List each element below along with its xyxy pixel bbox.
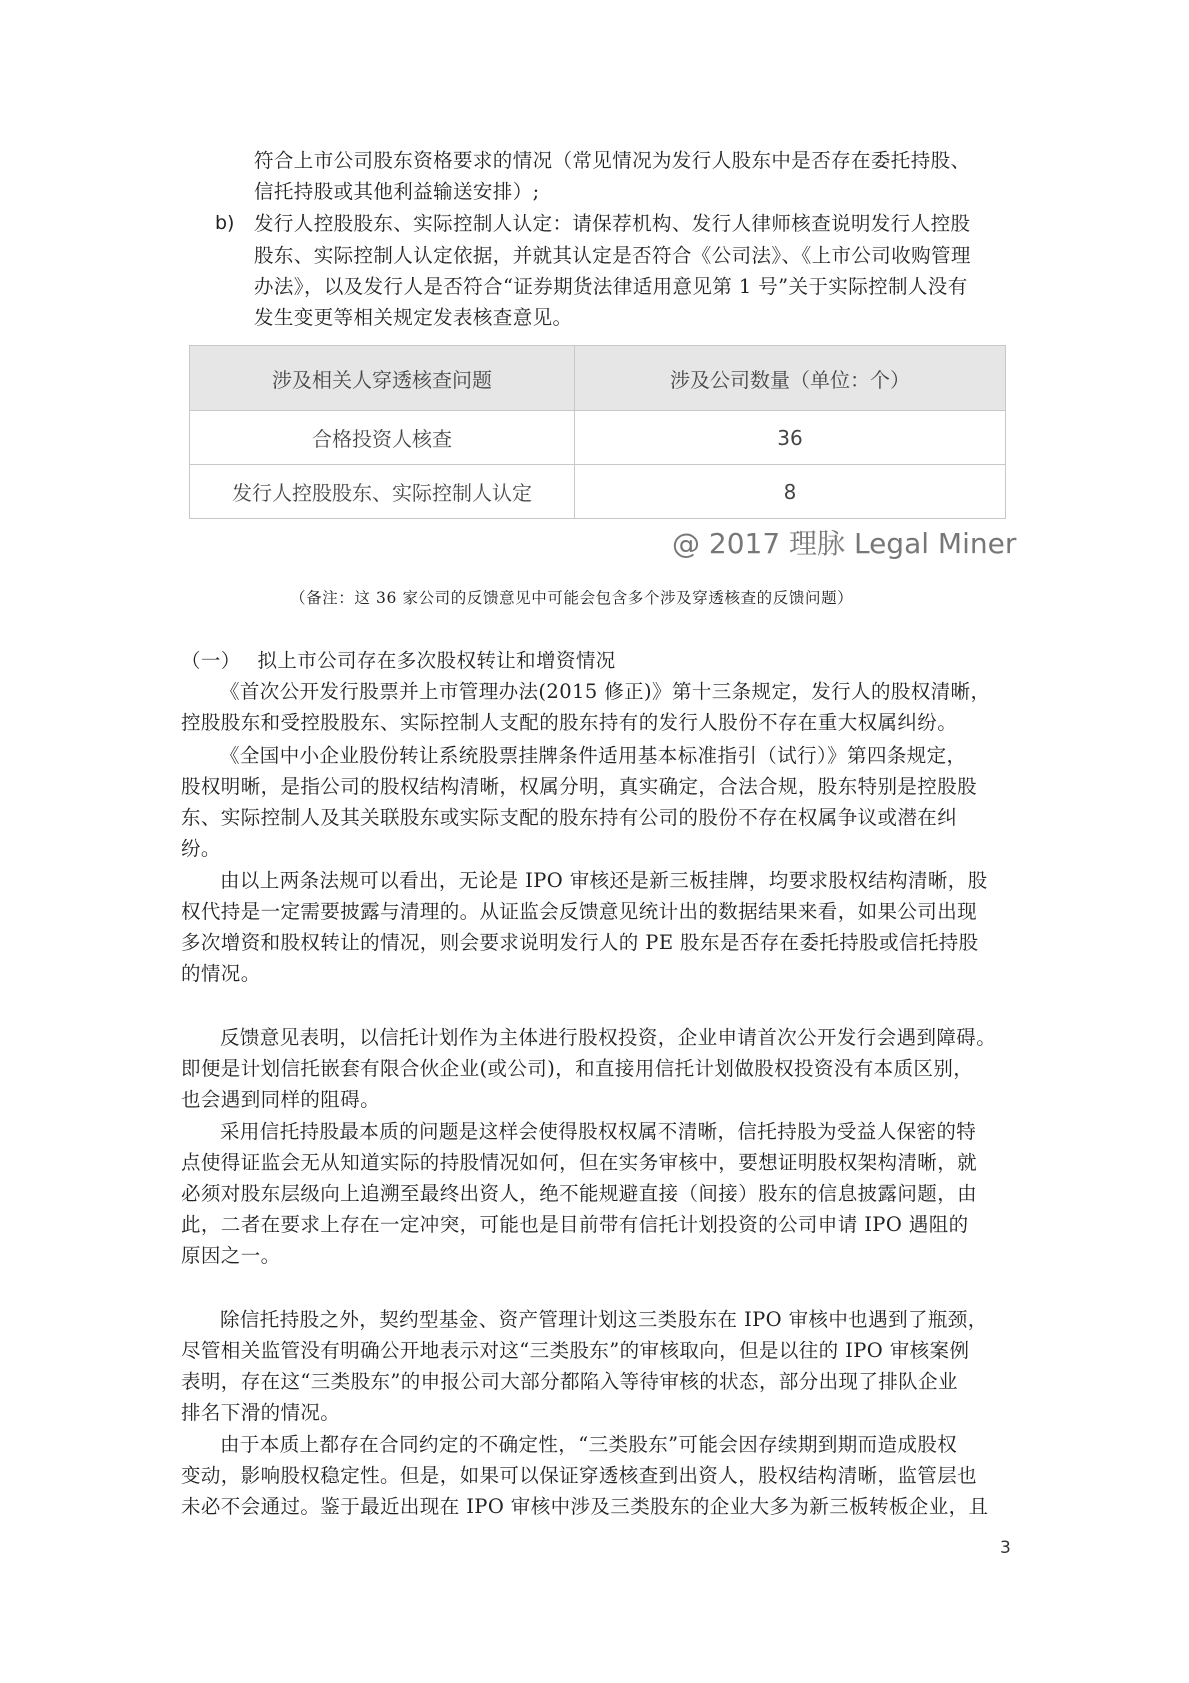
item-b-label: b) [215, 212, 235, 234]
table-header-count: 涉及公司数量（单位：个） [575, 346, 1006, 411]
paragraph-line: 原因之一。 [181, 1244, 281, 1267]
table-cell-count: 36 [575, 411, 1006, 465]
table-note: （备注：这 36 家公司的反馈意见中可能会包含多个涉及穿透核查的反馈问题） [290, 589, 854, 607]
paragraph-line: 由于本质上都存在合同约定的不确定性，“三类股东”可能会因存续期到期而造成股权 [220, 1433, 958, 1456]
item-b-line: 办法》，以及发行人是否符合“证券期货法律适用意见第 1 号”关于实际控制人没有 [254, 275, 968, 298]
item-b-line: 发行人控股股东、实际控制人认定：请保荐机构、发行人律师核查说明发行人控股 [254, 212, 971, 235]
intro-line: 信托持股或其他利益输送安排）; [254, 180, 540, 203]
paragraph-line: 除信托持股之外，契约型基金、资产管理计划这三类股东在 IPO 审核中也遇到了瓶颈， [220, 1308, 988, 1331]
legal-miner-watermark: @ 2017 理脉 Legal Miner [672, 527, 1017, 560]
page-number: 3 [1000, 1538, 1011, 1558]
table-row [190, 411, 1006, 465]
table-header-row [190, 346, 1006, 411]
paragraph-line: 排名下滑的情况。 [181, 1401, 341, 1424]
paragraph-line: 未必不会通过。鉴于最近出现在 IPO 审核中涉及三类股东的企业大多为新三板转板企业，且 [181, 1495, 989, 1518]
paragraph-line: 表明，存在这“三类股东”的申报公司大部分都陷入等待审核的状态，部分出现了排队企业 [181, 1370, 958, 1393]
paragraph-line: 反馈意见表明，以信托计划作为主体进行股权投资，企业申请首次公开发行会遇到障碍。 [220, 1026, 997, 1049]
paragraph-line: 点使得证监会无从知道实际的持股情况如何，但在实务审核中，要想证明股权架构清晰，就 [181, 1151, 978, 1174]
item-b-line: 发生变更等相关规定发表核查意见。 [254, 306, 573, 329]
paragraph-line: 纷。 [181, 837, 221, 860]
penetration-check-table [189, 345, 1006, 519]
table-cell-issue: 合格投资人核查 [190, 411, 575, 465]
paragraph-line: 此，二者在要求上存在一定冲突，可能也是目前带有信托计划投资的公司申请 IPO 遇阻的 [181, 1213, 969, 1236]
intro-line: 符合上市公司股东资格要求的情况（常见情况为发行人股东中是否存在委托持股、 [254, 149, 971, 172]
paragraph-line: 股权明晰，是指公司的股权结构清晰，权属分明，真实确定，合法合规，股东特别是控股股 [181, 775, 978, 798]
section-heading: （一） 拟上市公司存在多次股权转让和增资情况 [181, 649, 616, 672]
item-b-line: 股东、实际控制人认定依据，并就其认定是否符合《公司法》、《上市公司收购管理 [254, 244, 971, 267]
paragraph-line: 必须对股东层级向上追溯至最终出资人，绝不能规避直接（间接）股东的信息披露问题，由 [181, 1182, 978, 1205]
paragraph-line: 的情况。 [181, 962, 261, 985]
table-cell-count: 8 [575, 465, 1006, 519]
paragraph-line: 控股股东和受控股股东、实际控制人支配的股东持有的发行人股份不存在重大权属纠纷。 [181, 711, 958, 734]
paragraph-line: 《首次公开发行股票并上市管理办法(2015 修正)》第十三条规定，发行人的股权清晰， [220, 680, 991, 703]
paragraph-line: 变动，影响股权稳定性。但是，如果可以保证穿透核查到出资人，股权结构清晰，监管层也 [181, 1464, 978, 1487]
paragraph-line: 由以上两条法规可以看出，无论是 IPO 审核还是新三板挂牌，均要求股权结构清晰，股 [220, 869, 988, 892]
paragraph-line: 权代持是一定需要披露与清理的。从证监会反馈意见统计出的数据结果来看，如果公司出现 [181, 900, 978, 923]
table-cell-issue: 发行人控股股东、实际控制人认定 [190, 465, 575, 519]
table-header-issue: 涉及相关人穿透核查问题 [190, 346, 575, 411]
paragraph-line: 多次增资和股权转让的情况，则会要求说明发行人的 PE 股东是否存在委托持股或信托持股 [181, 931, 979, 954]
paragraph-line: 《全国中小企业股份转让系统股票挂牌条件适用基本标准指引（试行）》第四条规定， [220, 744, 967, 767]
paragraph-line: 也会遇到同样的阻碍。 [181, 1088, 381, 1111]
paragraph-line: 采用信托持股最本质的问题是这样会使得股权权属不清晰，信托持股为受益人保密的特 [220, 1120, 977, 1143]
paragraph-line: 尽管相关监管没有明确公开地表示对这“三类股东”的审核取向，但是以往的 IPO 审核案例 [181, 1339, 970, 1362]
table-row [190, 465, 1006, 519]
paragraph-line: 东、实际控制人及其关联股东或实际支配的股东持有公司的股份不存在权属争议或潜在纠 [181, 806, 958, 829]
paragraph-line: 即便是计划信托嵌套有限合伙企业(或公司)，和直接用信托计划做股权投资没有本质区别， [181, 1057, 974, 1080]
